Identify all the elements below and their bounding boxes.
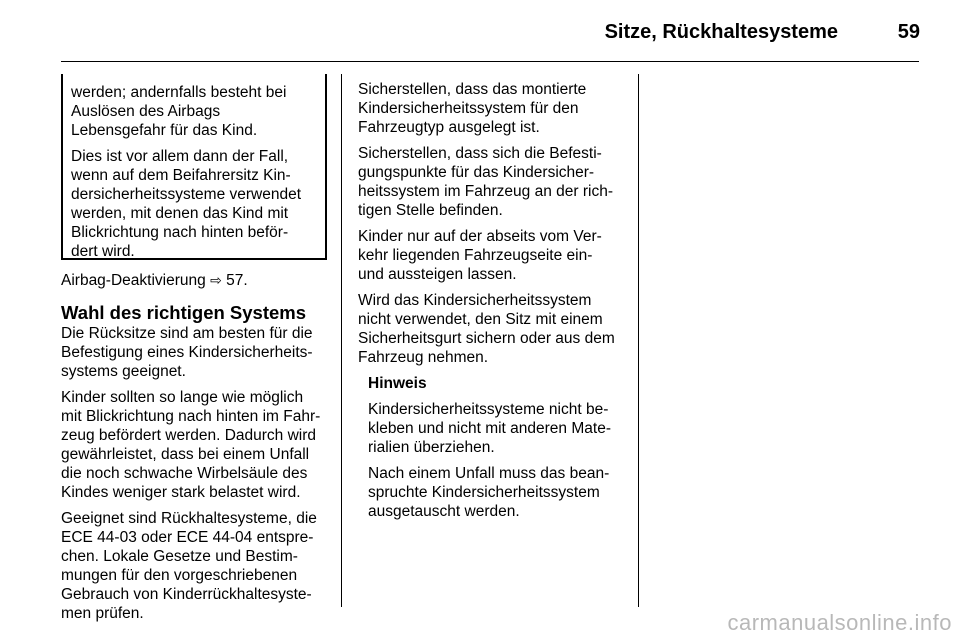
cross-reference (61, 271, 327, 290)
header-rule (61, 61, 919, 62)
cross-reference-text: Airbag-Deaktivierung (61, 272, 206, 289)
note-title: Hinweis (368, 375, 427, 392)
warning-paragraph: Dies ist vor allem dann der Fall, wenn auf dem Beifahrersitz Kin- dersicherheitssysteme verwendet werden, mit denen das Kind mit Blickrichtung nach hinten beför- dert wird. (71, 148, 302, 260)
warning-text (71, 83, 301, 268)
warning-paragraph: werden; andernfalls besteht bei Auslösen des Airbags Lebensgefahr für das Kind. (71, 84, 287, 139)
column-middle (358, 80, 626, 528)
paragraph: Wird das Kindersicherheitssystem nicht verwendet, den Sitz mit einem Sicherheitsgurt sichern oder aus dem Fahrzeug nehmen. (358, 292, 615, 366)
column-left (61, 271, 327, 630)
paragraph: Sicherstellen, dass das montierte Kindersicherheitssystem für den Fahrzeugtyp ausgelegt ist. (358, 81, 587, 136)
section-heading: Wahl des richtigen Systems (61, 302, 307, 323)
column-divider (341, 74, 342, 607)
watermark: carmanualsonline.info (727, 610, 952, 635)
note-paragraph: Nach einem Unfall muss das bean- spruchte Kindersicherheitssystem ausgetauscht werden. (368, 465, 610, 520)
paragraph: Sicherstellen, dass sich die Befesti- gungspunkte für das Kindersicher- heitssystem im Fahrzeug an der rich- tigen Stelle befinden. (358, 145, 613, 219)
paragraph: Kinder sollten so lange wie möglich mit Blickrichtung nach hinten im Fahr- zeug befördert werden. Dadurch wird gewährleistet, dass bei einem Unfall die noch schwache Wirbelsäule des Kindes weniger stark belastet wird. (61, 389, 321, 501)
column-divider (638, 74, 639, 607)
warning-box (61, 74, 327, 260)
paragraph: Geeignet sind Rückhaltesysteme, die ECE 44-03 oder ECE 44-04 entspre- chen. Lokale Gesetze und Bestim- mungen für den vorgeschriebenen Gebrauch von Kinderrückhaltesyste- men prüfen. (61, 510, 317, 622)
cross-reference-page: 57. (226, 272, 248, 289)
paragraph: Kinder nur auf der abseits vom Ver- kehr liegenden Fahrzeugseite ein- und aussteigen lassen. (358, 228, 602, 283)
page-reference-arrow-icon: ⇨ (210, 272, 222, 288)
page-number: 59 (897, 21, 920, 43)
page-header-title: Sitze, Rückhaltesysteme (604, 21, 838, 43)
paragraph: Die Rücksitze sind am besten für die Befestigung eines Kindersicherheits- systems geeignet. (61, 325, 313, 380)
note-paragraph: Kindersicherheitssysteme nicht be- kleben und nicht mit anderen Mate- rialien überziehen. (368, 401, 611, 456)
note-block (368, 374, 626, 521)
